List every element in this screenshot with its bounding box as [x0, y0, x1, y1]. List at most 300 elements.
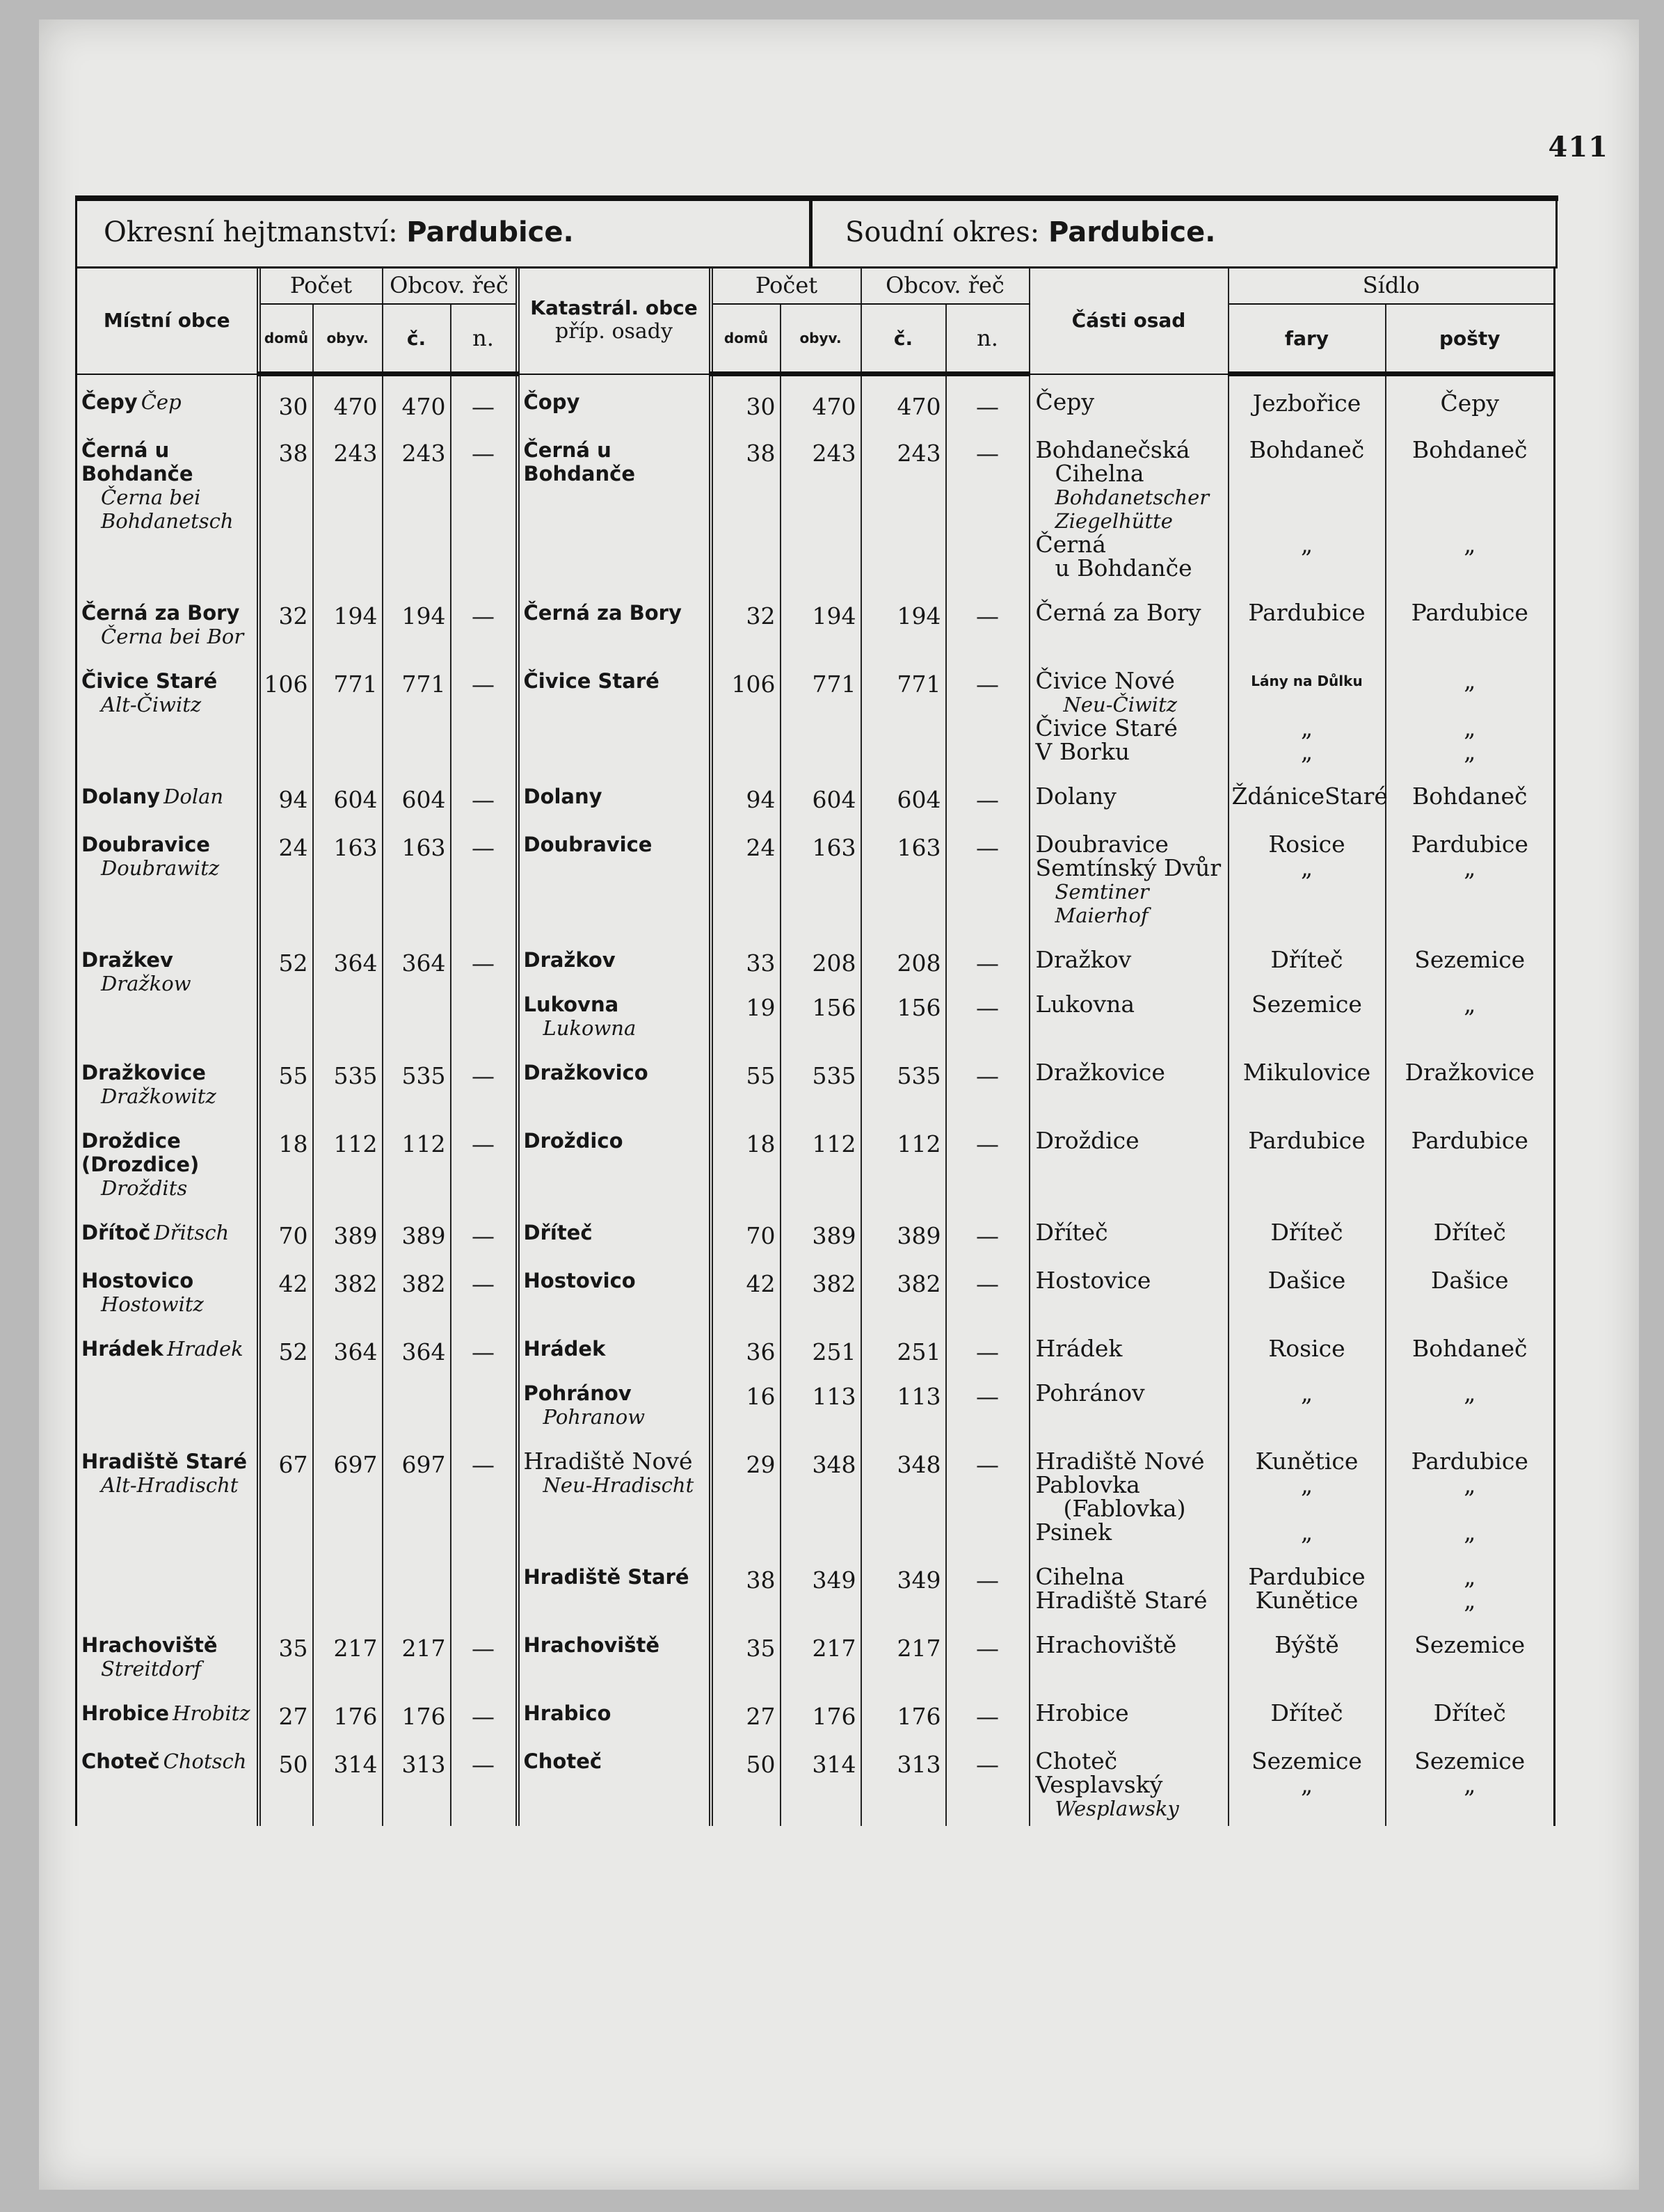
post-office: [1386, 1366, 1555, 1434]
cadastral-name: Dolany: [523, 784, 602, 808]
commune-cell: [77, 933, 259, 1045]
commune-german-speakers: —: [451, 1205, 518, 1253]
commune-houses: 24: [259, 817, 313, 933]
col-casti-osad: Části osad: [1030, 267, 1229, 374]
parish-seat: [1229, 1434, 1386, 1550]
parish-seat: [1229, 586, 1386, 654]
commune-population: 389: [313, 1205, 383, 1253]
parish-seat-line: „: [1300, 1379, 1313, 1406]
commune-german-name: Dražkowitz: [101, 1084, 216, 1108]
parish-seat: [1229, 1045, 1386, 1114]
col-obyv: obyv.: [313, 304, 383, 374]
commune-name: Dražkovice: [81, 1060, 206, 1084]
settlement-parts: [1030, 423, 1229, 586]
post-office-line: „: [1464, 853, 1476, 881]
commune-population: 112: [313, 1114, 383, 1205]
parish-seat: [1229, 1550, 1386, 1618]
settlement-parts-line: Hrobice: [1035, 1699, 1129, 1726]
settlement-parts-line: Hostovice: [1035, 1266, 1151, 1294]
settlement-parts-line: (Fablovka): [1063, 1494, 1186, 1522]
commune-population: 364: [313, 1322, 383, 1434]
post-office: [1386, 1322, 1555, 1366]
settlement-parts-line: Dražkovice: [1035, 1058, 1165, 1086]
settlement-parts-line: Doubravice: [1035, 830, 1169, 858]
commune-cell: [77, 1205, 259, 1253]
cadastral-german-speakers: —: [946, 1366, 1030, 1434]
commune-german-name: Černa bei: [101, 485, 201, 509]
table-row: [77, 1045, 1555, 1114]
cadastral-cell: [518, 933, 711, 977]
cadastral-german-speakers: —: [946, 1205, 1030, 1253]
commune-czech-speakers: 163: [383, 817, 451, 933]
commune-german-speakers: —: [451, 1322, 518, 1434]
parish-seat-line: Rosice: [1268, 1334, 1345, 1362]
parish-seat-line: Dříteč: [1270, 945, 1343, 973]
post-office: [1386, 1734, 1555, 1826]
parish-seat-line: Dříteč: [1270, 1699, 1343, 1726]
table-row: [77, 374, 1555, 423]
post-office-line: Sezemice: [1414, 945, 1526, 973]
cadastral-czech-speakers: 208: [861, 933, 946, 977]
cadastral-cell: [518, 977, 711, 1045]
col-obyv-2: obyv.: [781, 304, 861, 374]
cadastral-population: 112: [781, 1114, 861, 1205]
cadastral-population: 176: [781, 1686, 861, 1734]
cadastral-german-name: Pohranow: [543, 1404, 646, 1429]
parish-seat-line: „: [1300, 1518, 1313, 1546]
parish-seat-line: Kunětice: [1255, 1447, 1359, 1475]
cadastral-name: Čivice Staré: [523, 668, 659, 693]
commune-czech-speakers: 217: [383, 1618, 451, 1686]
parish-seat-line: „: [1300, 853, 1313, 881]
settlement-parts: [1030, 769, 1229, 817]
post-office-line: Čepy: [1440, 390, 1500, 417]
post-office: [1386, 1686, 1555, 1734]
cadastral-czech-speakers: 163: [861, 817, 946, 933]
cadastral-german-speakers: —: [946, 1253, 1030, 1322]
commune-german-speakers: —: [451, 1734, 518, 1826]
settlement-parts-line: Hrádek: [1035, 1334, 1123, 1362]
cadastral-houses: 19: [711, 977, 781, 1045]
cadastral-houses: 27: [711, 1686, 781, 1734]
settlement-parts-line: Černá za Bory: [1035, 598, 1201, 626]
post-office-line: Pardubice: [1411, 830, 1528, 858]
post-office-line: [1389, 1497, 1551, 1521]
commune-name: Hrachoviště: [81, 1633, 218, 1657]
post-office: [1386, 1253, 1555, 1322]
cadastral-german-speakers: —: [946, 423, 1030, 586]
cadastral-houses: 55: [711, 1045, 781, 1114]
settlement-parts-line: Psinek: [1035, 1518, 1112, 1546]
cadastral-cell: [518, 374, 711, 423]
parish-seat-line: Rosice: [1268, 830, 1345, 858]
post-office: [1386, 977, 1555, 1045]
commune-name: Choteč: [81, 1749, 160, 1773]
settlement-parts-line: Droždice: [1035, 1126, 1139, 1154]
settlement-parts-line: Černá: [1035, 530, 1106, 558]
cadastral-cell: [518, 1550, 711, 1618]
post-office-line: „: [1464, 1518, 1476, 1546]
settlement-parts: [1030, 1734, 1229, 1826]
cadastral-name: Dražkov: [523, 947, 616, 972]
parish-seat-line: Kunětice: [1255, 1586, 1359, 1614]
cadastral-houses: 94: [711, 769, 781, 817]
cadastral-czech-speakers: 112: [861, 1114, 946, 1205]
table-row: [77, 1114, 1555, 1205]
cadastral-houses: 24: [711, 817, 781, 933]
commune-name: Dřítoč: [81, 1220, 151, 1244]
commune-german-name: Hostowitz: [101, 1292, 204, 1316]
col-fary: fary: [1229, 304, 1386, 374]
post-office: [1386, 817, 1555, 933]
post-office-line: „: [1464, 530, 1476, 558]
cadastral-german-speakers: —: [946, 769, 1030, 817]
cadastral-czech-speakers: 389: [861, 1205, 946, 1253]
table-row: [77, 817, 1555, 933]
commune-houses: 42: [259, 1253, 313, 1322]
commune-german-speakers: —: [451, 586, 518, 654]
post-office-line: [1389, 486, 1551, 509]
post-office: [1386, 654, 1555, 769]
cadastral-german-speakers: —: [946, 1550, 1030, 1618]
settlement-parts-line: Čivice Staré: [1035, 714, 1178, 742]
post-office-line: „: [1464, 1562, 1476, 1590]
settlement-parts-line: Ziegelhütte: [1055, 508, 1173, 533]
cadastral-german-speakers: —: [946, 1686, 1030, 1734]
cadastral-cell: [518, 1434, 711, 1550]
col-mistni-obce: Místní obce: [77, 267, 259, 374]
settlement-parts-line: Dříteč: [1035, 1218, 1108, 1246]
commune-cell: [77, 423, 259, 586]
table-row: [77, 586, 1555, 654]
commune-cell: [77, 374, 259, 423]
cadastral-population: 156: [781, 977, 861, 1045]
settlement-parts-line: Choteč: [1035, 1747, 1118, 1774]
cadastral-czech-speakers: 349: [861, 1550, 946, 1618]
parish-seat-line: [1232, 486, 1382, 509]
parish-seat-line: Lány na Důlku: [1251, 672, 1363, 689]
cadastral-name: Čopy: [523, 390, 580, 414]
cadastral-german-speakers: —: [946, 977, 1030, 1045]
settlement-parts-line: Pablovka: [1035, 1470, 1140, 1498]
gazetteer-table: [75, 267, 1555, 1826]
settlement-parts-line: u Bohdanče: [1055, 554, 1192, 582]
table-header: [77, 267, 1555, 374]
commune-german-name: Alt-Čiwitz: [101, 692, 202, 716]
cadastral-cell: [518, 1366, 711, 1434]
parish-seat: [1229, 769, 1386, 817]
district-label: Okresní hejtmanství:: [104, 216, 398, 248]
post-office-line: Pardubice: [1411, 1126, 1528, 1154]
cadastral-german-speakers: —: [946, 1434, 1030, 1550]
parish-seat-line: „: [1300, 530, 1313, 558]
post-office: [1386, 423, 1555, 586]
commune-houses: 35: [259, 1618, 313, 1686]
commune-houses: 67: [259, 1434, 313, 1618]
cadastral-population: 349: [781, 1550, 861, 1618]
cadastral-name: Hostovico: [523, 1268, 636, 1292]
commune-german-speakers: —: [451, 374, 518, 423]
cadastral-population: 243: [781, 423, 861, 586]
post-office: [1386, 1045, 1555, 1114]
parish-seat: [1229, 1734, 1386, 1826]
settlement-parts: [1030, 1366, 1229, 1434]
post-office: [1386, 374, 1555, 423]
cadastral-name: Hrachoviště: [523, 1633, 660, 1657]
settlement-parts: [1030, 1322, 1229, 1366]
commune-population: 771: [313, 654, 383, 769]
commune-german-name: Droždits: [101, 1176, 188, 1200]
settlement-parts: [1030, 1205, 1229, 1253]
commune-name: Droždice: [81, 1128, 181, 1153]
cadastral-german-speakers: —: [946, 817, 1030, 933]
cadastral-cell: [518, 769, 711, 817]
post-office-line: „: [1464, 1586, 1476, 1614]
district-header-right: [845, 216, 1215, 248]
commune-cell: [77, 654, 259, 769]
cadastral-czech-speakers: 313: [861, 1734, 946, 1826]
commune-german-speakers: —: [451, 1434, 518, 1618]
cadastral-cell: [518, 423, 711, 586]
commune-german-speakers: —: [451, 817, 518, 933]
commune-czech-speakers: 364: [383, 933, 451, 1045]
cadastral-name: Pohránov: [523, 1381, 632, 1405]
commune-czech-speakers: 771: [383, 654, 451, 769]
commune-houses: 70: [259, 1205, 313, 1253]
parish-seat-line: Sezemice: [1251, 990, 1362, 1018]
commune-population: 604: [313, 769, 383, 817]
cadastral-czech-speakers: 771: [861, 654, 946, 769]
settlement-parts: [1030, 586, 1229, 654]
settlement-parts-line: Čepy: [1035, 387, 1095, 415]
court-district-value: Pardubice.: [1048, 216, 1216, 248]
parish-seat: [1229, 374, 1386, 423]
cadastral-houses: 50: [711, 1734, 781, 1826]
commune-population: 535: [313, 1045, 383, 1114]
cadastral-population: 604: [781, 769, 861, 817]
parish-seat-line: [1232, 462, 1382, 486]
post-office-line: „: [1464, 737, 1476, 765]
commune-name: Černá za Bory: [81, 600, 240, 625]
cadastral-czech-speakers: 156: [861, 977, 946, 1045]
cadastral-houses: 35: [711, 1618, 781, 1686]
commune-german-speakers: —: [451, 1686, 518, 1734]
commune-houses: 32: [259, 586, 313, 654]
settlement-parts-line: Vesplavský: [1035, 1770, 1163, 1798]
post-office-line: „: [1464, 714, 1476, 742]
cadastral-population: 470: [781, 374, 861, 423]
col-katastral-line1: Katastrál. obce: [530, 296, 698, 320]
cadastral-name: Hradiště Staré: [523, 1564, 689, 1589]
commune-name: Doubravice: [81, 832, 210, 856]
commune-name: Černá u: [81, 438, 170, 462]
commune-houses: 18: [259, 1114, 313, 1205]
commune-german-speakers: —: [451, 933, 518, 1045]
table-row: [77, 1322, 1555, 1366]
cadastral-german-speakers: —: [946, 1114, 1030, 1205]
parish-seat-line: Bohdaneč: [1249, 435, 1365, 463]
commune-german-speakers: —: [451, 1045, 518, 1114]
commune-population: 382: [313, 1253, 383, 1322]
cadastral-german-speakers: —: [946, 1618, 1030, 1686]
cadastral-cell: [518, 1734, 711, 1826]
post-office: [1386, 769, 1555, 817]
table-row: [77, 769, 1555, 817]
commune-name: Bohdanče: [81, 461, 193, 486]
commune-czech-speakers: 382: [383, 1253, 451, 1322]
commune-name: Dolany: [81, 784, 161, 808]
post-office-line: Pardubice: [1411, 598, 1528, 626]
cadastral-population: 217: [781, 1618, 861, 1686]
commune-cell: [77, 1618, 259, 1686]
parish-seat: [1229, 1114, 1386, 1205]
commune-cell: [77, 1686, 259, 1734]
commune-population: 314: [313, 1734, 383, 1826]
commune-german-speakers: —: [451, 1618, 518, 1686]
post-office-line: Dříteč: [1433, 1699, 1506, 1726]
col-sidlo: Sídlo: [1229, 267, 1555, 304]
col-c: č.: [383, 304, 451, 374]
commune-cell: [77, 817, 259, 933]
cadastral-czech-speakers: 535: [861, 1045, 946, 1114]
cadastral-cell: [518, 1618, 711, 1686]
col-katastral-line2: příp. osady: [555, 319, 673, 344]
settlement-parts-line: Semtínský Dvůr: [1035, 853, 1222, 881]
table-row: [77, 423, 1555, 586]
cadastral-german-speakers: —: [946, 1734, 1030, 1826]
cadastral-german-speakers: —: [946, 933, 1030, 977]
cadastral-population: 771: [781, 654, 861, 769]
settlement-parts-line: V Borku: [1035, 737, 1130, 765]
cadastral-czech-speakers: 243: [861, 423, 946, 586]
commune-german-name: Hrobitz: [173, 1701, 250, 1725]
settlement-parts-line: Pohránov: [1035, 1379, 1145, 1406]
settlement-parts-line: Dolany: [1035, 782, 1117, 810]
parish-seat-line: Dříteč: [1270, 1218, 1343, 1246]
commune-czech-speakers: 604: [383, 769, 451, 817]
cadastral-population: 535: [781, 1045, 861, 1114]
post-office-line: Sezemice: [1414, 1630, 1526, 1658]
parish-seat: [1229, 1253, 1386, 1322]
cadastral-german-speakers: —: [946, 586, 1030, 654]
cadastral-houses: 38: [711, 423, 781, 586]
cadastral-population: 348: [781, 1434, 861, 1550]
cadastral-houses: 38: [711, 1550, 781, 1618]
post-office: [1386, 1114, 1555, 1205]
commune-population: 217: [313, 1618, 383, 1686]
cadastral-name: Dražkovico: [523, 1060, 648, 1084]
cadastral-cell: [518, 1045, 711, 1114]
parish-seat-line: Býště: [1274, 1630, 1339, 1658]
parish-seat: [1229, 654, 1386, 769]
parish-seat-line: Pardubice: [1248, 1562, 1366, 1590]
district-value: Pardubice.: [406, 216, 574, 248]
parish-seat: [1229, 1618, 1386, 1686]
parish-seat-line: Jezbořice: [1252, 390, 1361, 417]
cadastral-houses: 30: [711, 374, 781, 423]
commune-german-speakers: —: [451, 769, 518, 817]
cadastral-name: Choteč: [523, 1749, 602, 1773]
settlement-parts-line: Čivice Nové: [1035, 666, 1175, 694]
commune-houses: 27: [259, 1686, 313, 1734]
col-obcov-rec: Obcov. řeč: [383, 267, 518, 304]
commune-houses: 94: [259, 769, 313, 817]
cadastral-population: 251: [781, 1322, 861, 1366]
commune-german-speakers: —: [451, 423, 518, 586]
settlement-parts-line: Cihelna: [1035, 1562, 1125, 1590]
cadastral-german-name: Lukowna: [543, 1016, 637, 1040]
commune-czech-speakers: 364: [383, 1322, 451, 1434]
commune-german-name: Čep: [141, 390, 182, 414]
parish-seat: [1229, 1205, 1386, 1253]
post-office: [1386, 933, 1555, 977]
commune-population: 364: [313, 933, 383, 1045]
commune-houses: 106: [259, 654, 313, 769]
cadastral-name: Černá za Bory: [523, 600, 682, 625]
settlement-parts-line: Lukovna: [1035, 990, 1135, 1018]
settlement-parts: [1030, 1045, 1229, 1114]
cadastral-houses: 70: [711, 1205, 781, 1253]
settlement-parts: [1030, 1434, 1229, 1550]
cadastral-cell: [518, 1205, 711, 1253]
commune-name: Čivice Staré: [81, 668, 218, 693]
commune-german-name: Dolan: [163, 784, 224, 808]
commune-german-name: Streitdorf: [101, 1656, 202, 1681]
commune-cell: [77, 1322, 259, 1434]
settlement-parts-line: Maierhof: [1055, 903, 1149, 927]
post-office: [1386, 586, 1555, 654]
parish-seat-line: Dašice: [1267, 1266, 1346, 1294]
table-row: [77, 1205, 1555, 1253]
cadastral-cell: [518, 1114, 711, 1205]
commune-population: 194: [313, 586, 383, 654]
cadastral-german-speakers: —: [946, 1322, 1030, 1366]
cadastral-name: Doubravice: [523, 832, 653, 856]
parish-seat-line: Mikulovice: [1242, 1058, 1371, 1086]
commune-cell: [77, 1045, 259, 1114]
parish-seat: [1229, 933, 1386, 977]
settlement-parts: [1030, 977, 1229, 1045]
settlement-parts-line: Bohdanečská: [1035, 435, 1190, 463]
cadastral-czech-speakers: 382: [861, 1253, 946, 1322]
parish-seat: [1229, 1322, 1386, 1366]
post-office-line: „: [1464, 1379, 1476, 1406]
settlement-parts-line: Hradiště Staré: [1035, 1586, 1208, 1614]
settlement-parts-line: Bohdanetscher: [1055, 485, 1210, 509]
commune-houses: 38: [259, 423, 313, 586]
cadastral-cell: [518, 1686, 711, 1734]
col-katastral: [518, 267, 711, 374]
commune-cell: [77, 586, 259, 654]
col-domu: domů: [259, 304, 313, 374]
settlement-parts: [1030, 1114, 1229, 1205]
post-office-line: „: [1464, 1470, 1476, 1498]
post-office: [1386, 1550, 1555, 1618]
court-district-label: Soudní okres:: [845, 216, 1040, 248]
parish-seat: [1229, 1366, 1386, 1434]
commune-german-name: Bohdanetsch: [101, 508, 234, 533]
commune-czech-speakers: 313: [383, 1734, 451, 1826]
col-n: n.: [451, 304, 518, 374]
parish-seat-line: Sezemice: [1251, 1747, 1362, 1774]
commune-houses: 52: [259, 933, 313, 1045]
cadastral-czech-speakers: 251: [861, 1322, 946, 1366]
cadastral-cell: [518, 586, 711, 654]
settlement-parts: [1030, 654, 1229, 769]
post-office-line: [1389, 462, 1551, 486]
commune-german-name: Hradek: [166, 1336, 243, 1361]
table-row: [77, 1734, 1555, 1826]
